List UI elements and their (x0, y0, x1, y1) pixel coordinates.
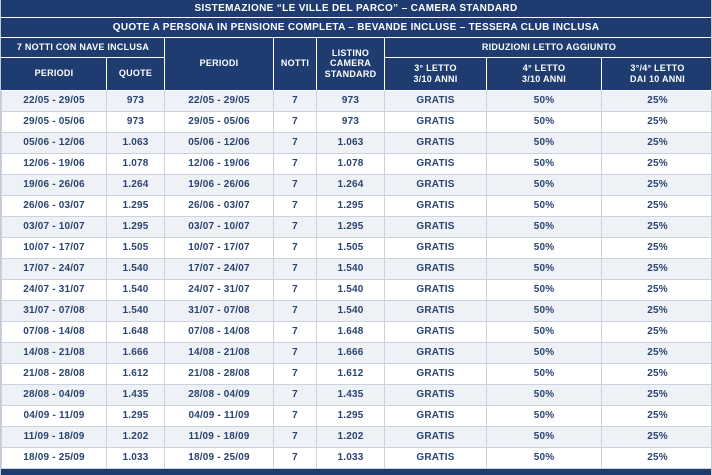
table-row (2, 111, 712, 132)
nights-cell: 7 (274, 216, 317, 237)
period-cell-2: 10/07 - 17/07 (165, 237, 274, 258)
header-group-nave: 7 NOTTI CON NAVE INCLUSA (2, 38, 165, 57)
letto34-cell: 25% (602, 90, 712, 111)
letto4-cell: 50% (487, 90, 602, 111)
letto34-cell: 25% (602, 174, 712, 195)
quote-cell: 1.648 (107, 321, 165, 342)
table-row (2, 342, 712, 363)
nights-cell: 7 (274, 153, 317, 174)
letto3-cell: GRATIS (385, 279, 487, 300)
letto34-cell: 25% (602, 279, 712, 300)
nights-cell: 7 (274, 237, 317, 258)
quote-cell: 1.033 (107, 447, 165, 468)
header-col-notti: NOTTI (274, 38, 317, 90)
letto3-cell: GRATIS (385, 258, 487, 279)
letto4-cell: 50% (487, 132, 602, 153)
header-col-quote: QUOTE (107, 57, 165, 90)
table-row (2, 321, 712, 342)
period-cell-2: 12/06 - 19/06 (165, 153, 274, 174)
letto3-cell: GRATIS (385, 321, 487, 342)
letto3-cell: GRATIS (385, 426, 487, 447)
price-table (1, 38, 712, 469)
letto4-cell: 50% (487, 342, 602, 363)
period-cell-2: 18/09 - 25/09 (165, 447, 274, 468)
period-cell: 12/06 - 19/06 (2, 153, 107, 174)
period-cell-2: 05/06 - 12/06 (165, 132, 274, 153)
period-cell-2: 31/07 - 07/08 (165, 300, 274, 321)
quote-cell: 1.295 (107, 195, 165, 216)
letto4-cell: 50% (487, 279, 602, 300)
quote-cell: 1.264 (107, 174, 165, 195)
nights-cell: 7 (274, 111, 317, 132)
quote-cell: 973 (107, 90, 165, 111)
table-row (2, 153, 712, 174)
letto34-cell: 25% (602, 195, 712, 216)
letto34-cell: 25% (602, 132, 712, 153)
letto4-cell: 50% (487, 153, 602, 174)
nights-cell: 7 (274, 384, 317, 405)
period-cell-2: 19/06 - 26/06 (165, 174, 274, 195)
quote-cell: 1.063 (107, 132, 165, 153)
period-cell-2: 04/09 - 11/09 (165, 405, 274, 426)
period-cell-2: 24/07 - 31/07 (165, 279, 274, 300)
letto34-cell: 25% (602, 342, 712, 363)
table-row (2, 174, 712, 195)
letto3-cell: GRATIS (385, 90, 487, 111)
header-col-letto4: 4° LETTO 3/10 ANNI (487, 57, 602, 90)
letto34-cell: 25% (602, 111, 712, 132)
table-row (2, 258, 712, 279)
period-cell-2: 14/08 - 21/08 (165, 342, 274, 363)
letto3-cell: GRATIS (385, 342, 487, 363)
period-cell-2: 29/05 - 05/06 (165, 111, 274, 132)
quote-cell: 1.666 (107, 342, 165, 363)
listino-cell: 1.295 (317, 405, 385, 426)
table-row (2, 300, 712, 321)
letto4-cell: 50% (487, 426, 602, 447)
bottom-border-bar (1, 469, 711, 475)
table-row (2, 132, 712, 153)
listino-cell: 1.295 (317, 216, 385, 237)
listino-cell: 1.612 (317, 363, 385, 384)
nights-cell: 7 (274, 321, 317, 342)
letto4-cell: 50% (487, 363, 602, 384)
period-cell-2: 07/08 - 14/08 (165, 321, 274, 342)
letto34-cell: 25% (602, 258, 712, 279)
letto4-cell: 50% (487, 384, 602, 405)
table-body (2, 90, 712, 468)
quote-cell: 1.612 (107, 363, 165, 384)
quote-cell: 1.078 (107, 153, 165, 174)
listino-cell: 973 (317, 90, 385, 111)
letto4-cell: 50% (487, 258, 602, 279)
page-subtitle: QUOTE A PERSONA IN PENSIONE COMPLETA – BEVANDE INCLUSE – TESSERA CLUB INCLUSA (1, 18, 711, 38)
letto34-cell: 25% (602, 300, 712, 321)
table-row (2, 447, 712, 468)
period-cell: 05/06 - 12/06 (2, 132, 107, 153)
period-cell: 28/08 - 04/09 (2, 384, 107, 405)
nights-cell: 7 (274, 300, 317, 321)
letto3-cell: GRATIS (385, 111, 487, 132)
nights-cell: 7 (274, 258, 317, 279)
letto3-cell: GRATIS (385, 195, 487, 216)
listino-cell: 1.666 (317, 342, 385, 363)
letto34-cell: 25% (602, 405, 712, 426)
header-col-periodi-1: PERIODI (2, 57, 107, 90)
letto3-cell: GRATIS (385, 447, 487, 468)
letto34-cell: 25% (602, 153, 712, 174)
quote-cell: 1.295 (107, 405, 165, 426)
listino-cell: 1.435 (317, 384, 385, 405)
letto4-cell: 50% (487, 174, 602, 195)
table-row (2, 279, 712, 300)
period-cell: 14/08 - 21/08 (2, 342, 107, 363)
nights-cell: 7 (274, 447, 317, 468)
listino-cell: 1.078 (317, 153, 385, 174)
header-col-periodi-2: PERIODI (165, 38, 274, 90)
letto4-cell: 50% (487, 447, 602, 468)
period-cell: 18/09 - 25/09 (2, 447, 107, 468)
letto34-cell: 25% (602, 426, 712, 447)
listino-cell: 1.648 (317, 321, 385, 342)
header-col-listino: LISTINO CAMERA STANDARD (317, 38, 385, 90)
quote-cell: 1.540 (107, 300, 165, 321)
letto34-cell: 25% (602, 447, 712, 468)
letto34-cell: 25% (602, 216, 712, 237)
period-cell-2: 03/07 - 10/07 (165, 216, 274, 237)
table-row (2, 237, 712, 258)
table-header (2, 38, 712, 90)
listino-cell: 1.295 (317, 195, 385, 216)
period-cell: 19/06 - 26/06 (2, 174, 107, 195)
letto3-cell: GRATIS (385, 237, 487, 258)
letto4-cell: 50% (487, 321, 602, 342)
table-row (2, 363, 712, 384)
letto4-cell: 50% (487, 111, 602, 132)
letto3-cell: GRATIS (385, 300, 487, 321)
table-row (2, 90, 712, 111)
table-row (2, 216, 712, 237)
nights-cell: 7 (274, 195, 317, 216)
nights-cell: 7 (274, 363, 317, 384)
letto3-cell: GRATIS (385, 405, 487, 426)
listino-cell: 1.540 (317, 300, 385, 321)
letto34-cell: 25% (602, 363, 712, 384)
period-cell: 17/07 - 24/07 (2, 258, 107, 279)
listino-cell: 1.540 (317, 258, 385, 279)
quote-cell: 1.202 (107, 426, 165, 447)
table-row (2, 426, 712, 447)
quote-cell: 1.295 (107, 216, 165, 237)
period-cell: 26/06 - 03/07 (2, 195, 107, 216)
header-col-letto34: 3°/4° LETTO DAI 10 ANNI (602, 57, 712, 90)
listino-cell: 973 (317, 111, 385, 132)
nights-cell: 7 (274, 279, 317, 300)
letto3-cell: GRATIS (385, 132, 487, 153)
quote-cell: 1.505 (107, 237, 165, 258)
period-cell: 24/07 - 31/07 (2, 279, 107, 300)
period-cell-2: 28/08 - 04/09 (165, 384, 274, 405)
period-cell: 04/09 - 11/09 (2, 405, 107, 426)
quote-cell: 1.540 (107, 258, 165, 279)
period-cell-2: 17/07 - 24/07 (165, 258, 274, 279)
listino-cell: 1.202 (317, 426, 385, 447)
letto3-cell: GRATIS (385, 174, 487, 195)
period-cell: 22/05 - 29/05 (2, 90, 107, 111)
period-cell: 21/08 - 28/08 (2, 363, 107, 384)
period-cell: 11/09 - 18/09 (2, 426, 107, 447)
letto3-cell: GRATIS (385, 384, 487, 405)
letto3-cell: GRATIS (385, 363, 487, 384)
period-cell-2: 22/05 - 29/05 (165, 90, 274, 111)
nights-cell: 7 (274, 426, 317, 447)
table-row (2, 384, 712, 405)
table-row (2, 405, 712, 426)
quote-cell: 1.435 (107, 384, 165, 405)
period-cell: 29/05 - 05/06 (2, 111, 107, 132)
nights-cell: 7 (274, 405, 317, 426)
header-group-riduzioni: RIDUZIONI LETTO AGGIUNTO (385, 38, 712, 57)
page-title: SISTEMAZIONE “LE VILLE DEL PARCO” – CAMERA STANDARD (1, 0, 711, 18)
listino-cell: 1.264 (317, 174, 385, 195)
quote-cell: 1.540 (107, 279, 165, 300)
letto4-cell: 50% (487, 237, 602, 258)
nights-cell: 7 (274, 174, 317, 195)
period-cell: 03/07 - 10/07 (2, 216, 107, 237)
period-cell-2: 21/08 - 28/08 (165, 363, 274, 384)
table-row (2, 195, 712, 216)
letto3-cell: GRATIS (385, 216, 487, 237)
nights-cell: 7 (274, 342, 317, 363)
letto4-cell: 50% (487, 300, 602, 321)
letto34-cell: 25% (602, 237, 712, 258)
listino-cell: 1.505 (317, 237, 385, 258)
listino-cell: 1.540 (317, 279, 385, 300)
letto4-cell: 50% (487, 195, 602, 216)
listino-cell: 1.033 (317, 447, 385, 468)
header-col-letto3: 3° LETTO 3/10 ANNI (385, 57, 487, 90)
period-cell: 10/07 - 17/07 (2, 237, 107, 258)
nights-cell: 7 (274, 132, 317, 153)
letto34-cell: 25% (602, 321, 712, 342)
nights-cell: 7 (274, 90, 317, 111)
letto34-cell: 25% (602, 384, 712, 405)
letto4-cell: 50% (487, 216, 602, 237)
quote-cell: 973 (107, 111, 165, 132)
period-cell: 31/07 - 07/08 (2, 300, 107, 321)
period-cell-2: 26/06 - 03/07 (165, 195, 274, 216)
period-cell-2: 11/09 - 18/09 (165, 426, 274, 447)
letto3-cell: GRATIS (385, 153, 487, 174)
listino-cell: 1.063 (317, 132, 385, 153)
period-cell: 07/08 - 14/08 (2, 321, 107, 342)
letto4-cell: 50% (487, 405, 602, 426)
